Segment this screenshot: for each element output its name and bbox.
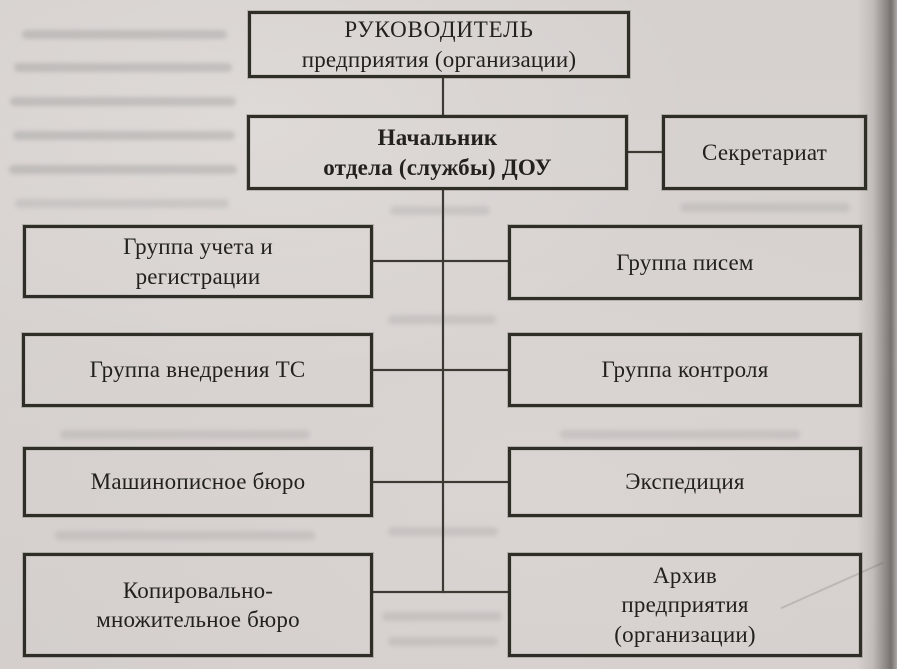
node-label-line: (организации) (614, 621, 756, 647)
showthrough-line (390, 206, 490, 215)
node-label-line: предприятия (621, 592, 749, 618)
node-label-line: РУКОВОДИТЕЛЬ (344, 17, 534, 43)
showthrough-line (680, 203, 850, 212)
showthrough-line (60, 430, 310, 439)
node-label-line: множительное бюро (96, 607, 300, 632)
node-arkhiv-predpriyatiya (508, 553, 862, 657)
node-label-line: предприятия (организации) (301, 46, 577, 72)
showthrough-line (10, 97, 236, 106)
showthrough-line (388, 637, 498, 646)
node-gruppa-kontrolya (508, 333, 862, 407)
showthrough-line (22, 30, 227, 39)
node-sekretariat (662, 115, 867, 190)
showthrough-line (560, 430, 800, 439)
showthrough-line (15, 199, 229, 208)
node-label-line: Группа внедрения ТС (89, 357, 306, 383)
node-kopirovalno-mnozhitelnoe-byuro (23, 553, 373, 657)
node-label-line: Группа контроля (601, 357, 769, 383)
node-gruppa-ucheta-i-registratsii (23, 225, 373, 298)
node-label-line: Копировально- (122, 577, 274, 603)
node-label-line: отдела (службы) ДОУ (323, 154, 552, 180)
node-label-line: регистрации (135, 263, 261, 289)
node-label-line: Машинописное бюро (90, 469, 306, 495)
connector-row3 (373, 481, 508, 483)
node-label-line: Архив (653, 562, 717, 588)
connector-head-to-chief (442, 78, 444, 115)
node-nachalnik-otdela-dou (247, 115, 628, 190)
showthrough-line (388, 527, 498, 536)
connector-row1 (373, 260, 508, 262)
showthrough-line (388, 315, 496, 324)
showthrough-line (55, 531, 315, 540)
node-mashinopisnoe-byuro (23, 447, 373, 517)
connector-spine (442, 190, 444, 593)
page-edge-shadow (857, 0, 897, 669)
showthrough-line (9, 165, 237, 174)
node-rukovoditel (248, 11, 630, 78)
node-ekspeditsiya (508, 447, 862, 517)
showthrough-line (14, 63, 232, 72)
showthrough-line (382, 612, 502, 621)
node-label-line: Начальник (377, 125, 498, 151)
node-label-line: Экспедиция (625, 469, 745, 495)
node-gruppa-vnedreniya-ts (22, 333, 373, 407)
connector-row2 (373, 369, 508, 371)
node-label-line: Группа учета и (123, 234, 273, 260)
connector-chief-to-secretariat (628, 151, 662, 153)
showthrough-line (13, 131, 235, 140)
connector-row4 (373, 591, 508, 593)
node-label-line: Группа писем (616, 249, 754, 275)
node-label-line: Секретариат (702, 139, 827, 165)
node-gruppa-pisem (508, 225, 862, 300)
